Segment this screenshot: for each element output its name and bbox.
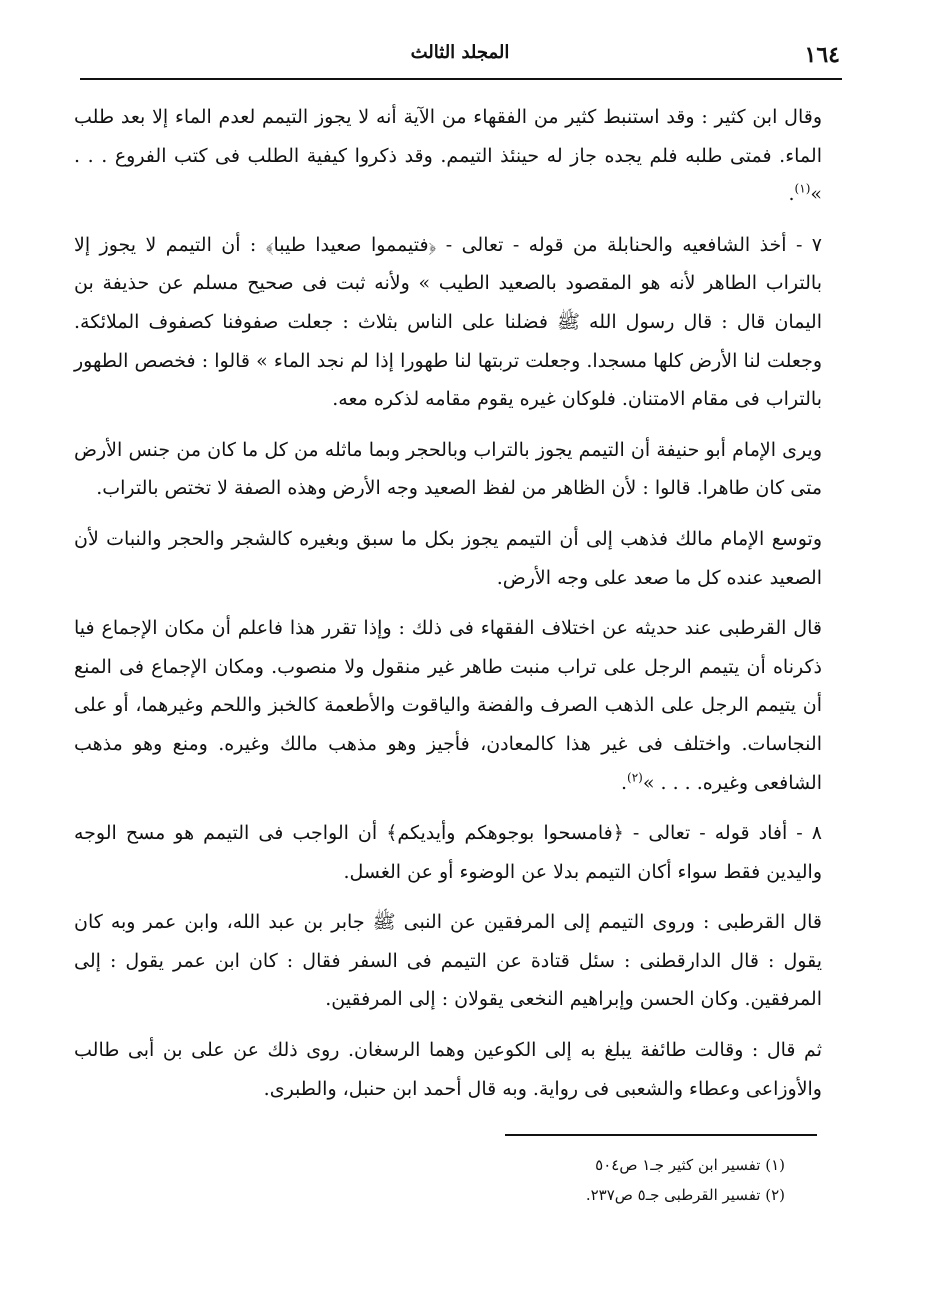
header-rule <box>80 78 842 80</box>
footnote-mark: (٢) <box>627 770 643 785</box>
page-header <box>80 38 840 74</box>
paragraph: ٨ - أفاد قوله - تعالى - ﴿فامسحوا بوجوهكم وأيديكم﴾ أن الواجب فى التيمم هو مسح الوجه واليدين فقط سواء أكان التيمم بدلا عن الوضوء أو عن الغسل. <box>74 822 822 883</box>
footnotes <box>420 1150 785 1210</box>
body-text <box>74 98 822 1120</box>
paragraph: ثم قال : وقالت طائفة يبلغ به إلى الكوعين وهما الرسغان. روى ذلك عن على بن أبى طالب والأوزاعى وعطاء والشعبى فى رواية. وبه قال أحمد ابن حنبل، والطبرى. <box>74 1039 822 1100</box>
footnote-mark: (١) <box>794 181 811 196</box>
paragraph: قال القرطبى : وروى التيمم إلى المرفقين عن النبى ﷺ جابر بن عبد الله، وابن عمر وبه كان يقول : قال الدارقطنى : سئل قتادة عن التيمم فى السفر فقال : كان ابن عمر يقول : إلى المرفقين. وكان الحسن وإبراهيم النخعى يقولان : إلى المرفقين. <box>74 911 822 1011</box>
paragraph: ٧ - أخذ الشافعيه والحنابلة من قوله - تعالى - ﴿فتيمموا صعيدا طيبا﴾ : أن التيمم لا يجوز إلا بالتراب الطاهر لأنه هو المقصود بالصعيد الطيب » ولأنه ثبت فى صحيح مسلم عن حذيفة بن اليمان قال : قال رسول الله ﷺ فضلنا على الناس بثلاث : جعلت صفوفنا كصفوف الملائكة. وجعلت لنا الأرض كلها مسجدا. وجعلت تربتها لنا طهورا إذا لم نجد الماء » قالوا : فخصص الطهور بالتراب فى مقام الامتنان. فلوكان غيره يقوم مقامه لذكره معه. <box>74 233 822 411</box>
page-number: ١٦٤ <box>804 42 840 68</box>
paragraph: قال القرطبى عند حديثه عن اختلاف الفقهاء فى ذلك : وإذا تقرر هذا فاعلم أن مكان الإجماع فيا ذكرناه أن يتيمم الرجل على تراب منبت طاهر غير منقول ولا منصوب. ومكان الإجماع فى المنع أن يتيمم الرجل على الذهب الصرف والفضة والياقوت والأطعمة كالخبز واللحم وغيرهما، أو على النجاسات. واختلف فى غير هذا كالمعادن، فأجيز وهو مذهب مالك وغيره. ومنع وهو مذهب الشافعى وغيره. . . . »$^{(٢)}$. <box>74 617 822 794</box>
paragraph: وقال ابن كثير : وقد استنبط كثير من الفقهاء من الآية أنه لا يجوز التيمم لعدم الماء إلا بعد طلب الماء. فمتى طلبه فلم يجده جاز له حينئذ التيمم. وقد ذكروا كيفية الطلب فى كتب الفروع . . . »$^{(١)}$. <box>74 106 822 206</box>
footnote-rule <box>505 1134 817 1136</box>
paragraph: وتوسع الإمام مالك فذهب إلى أن التيمم يجوز بكل ما سبق وبغيره كالشجر والحجر والنبات لأن الصعيد عنده كل ما صعد على وجه الأرض. <box>74 527 822 589</box>
footnote: (١) تفسير ابن كثير جـ١ ص٥٠٤ <box>595 1156 785 1174</box>
paragraph: ويرى الإمام أبو حنيفة أن التيمم يجوز بالتراب وبالحجر وبما ماثله من كل ما كان من جنس الأرض متى كان طاهرا. قالوا : لأن الظاهر من لفظ الصعيد وجه الأرض وهذه الصفة لا تختص بالتراب. <box>74 438 822 500</box>
volume-title: المجلد الثالث <box>410 42 510 63</box>
footnote: (٢) تفسير القرطبى جـ٥ ص٢٣٧. <box>585 1186 785 1204</box>
